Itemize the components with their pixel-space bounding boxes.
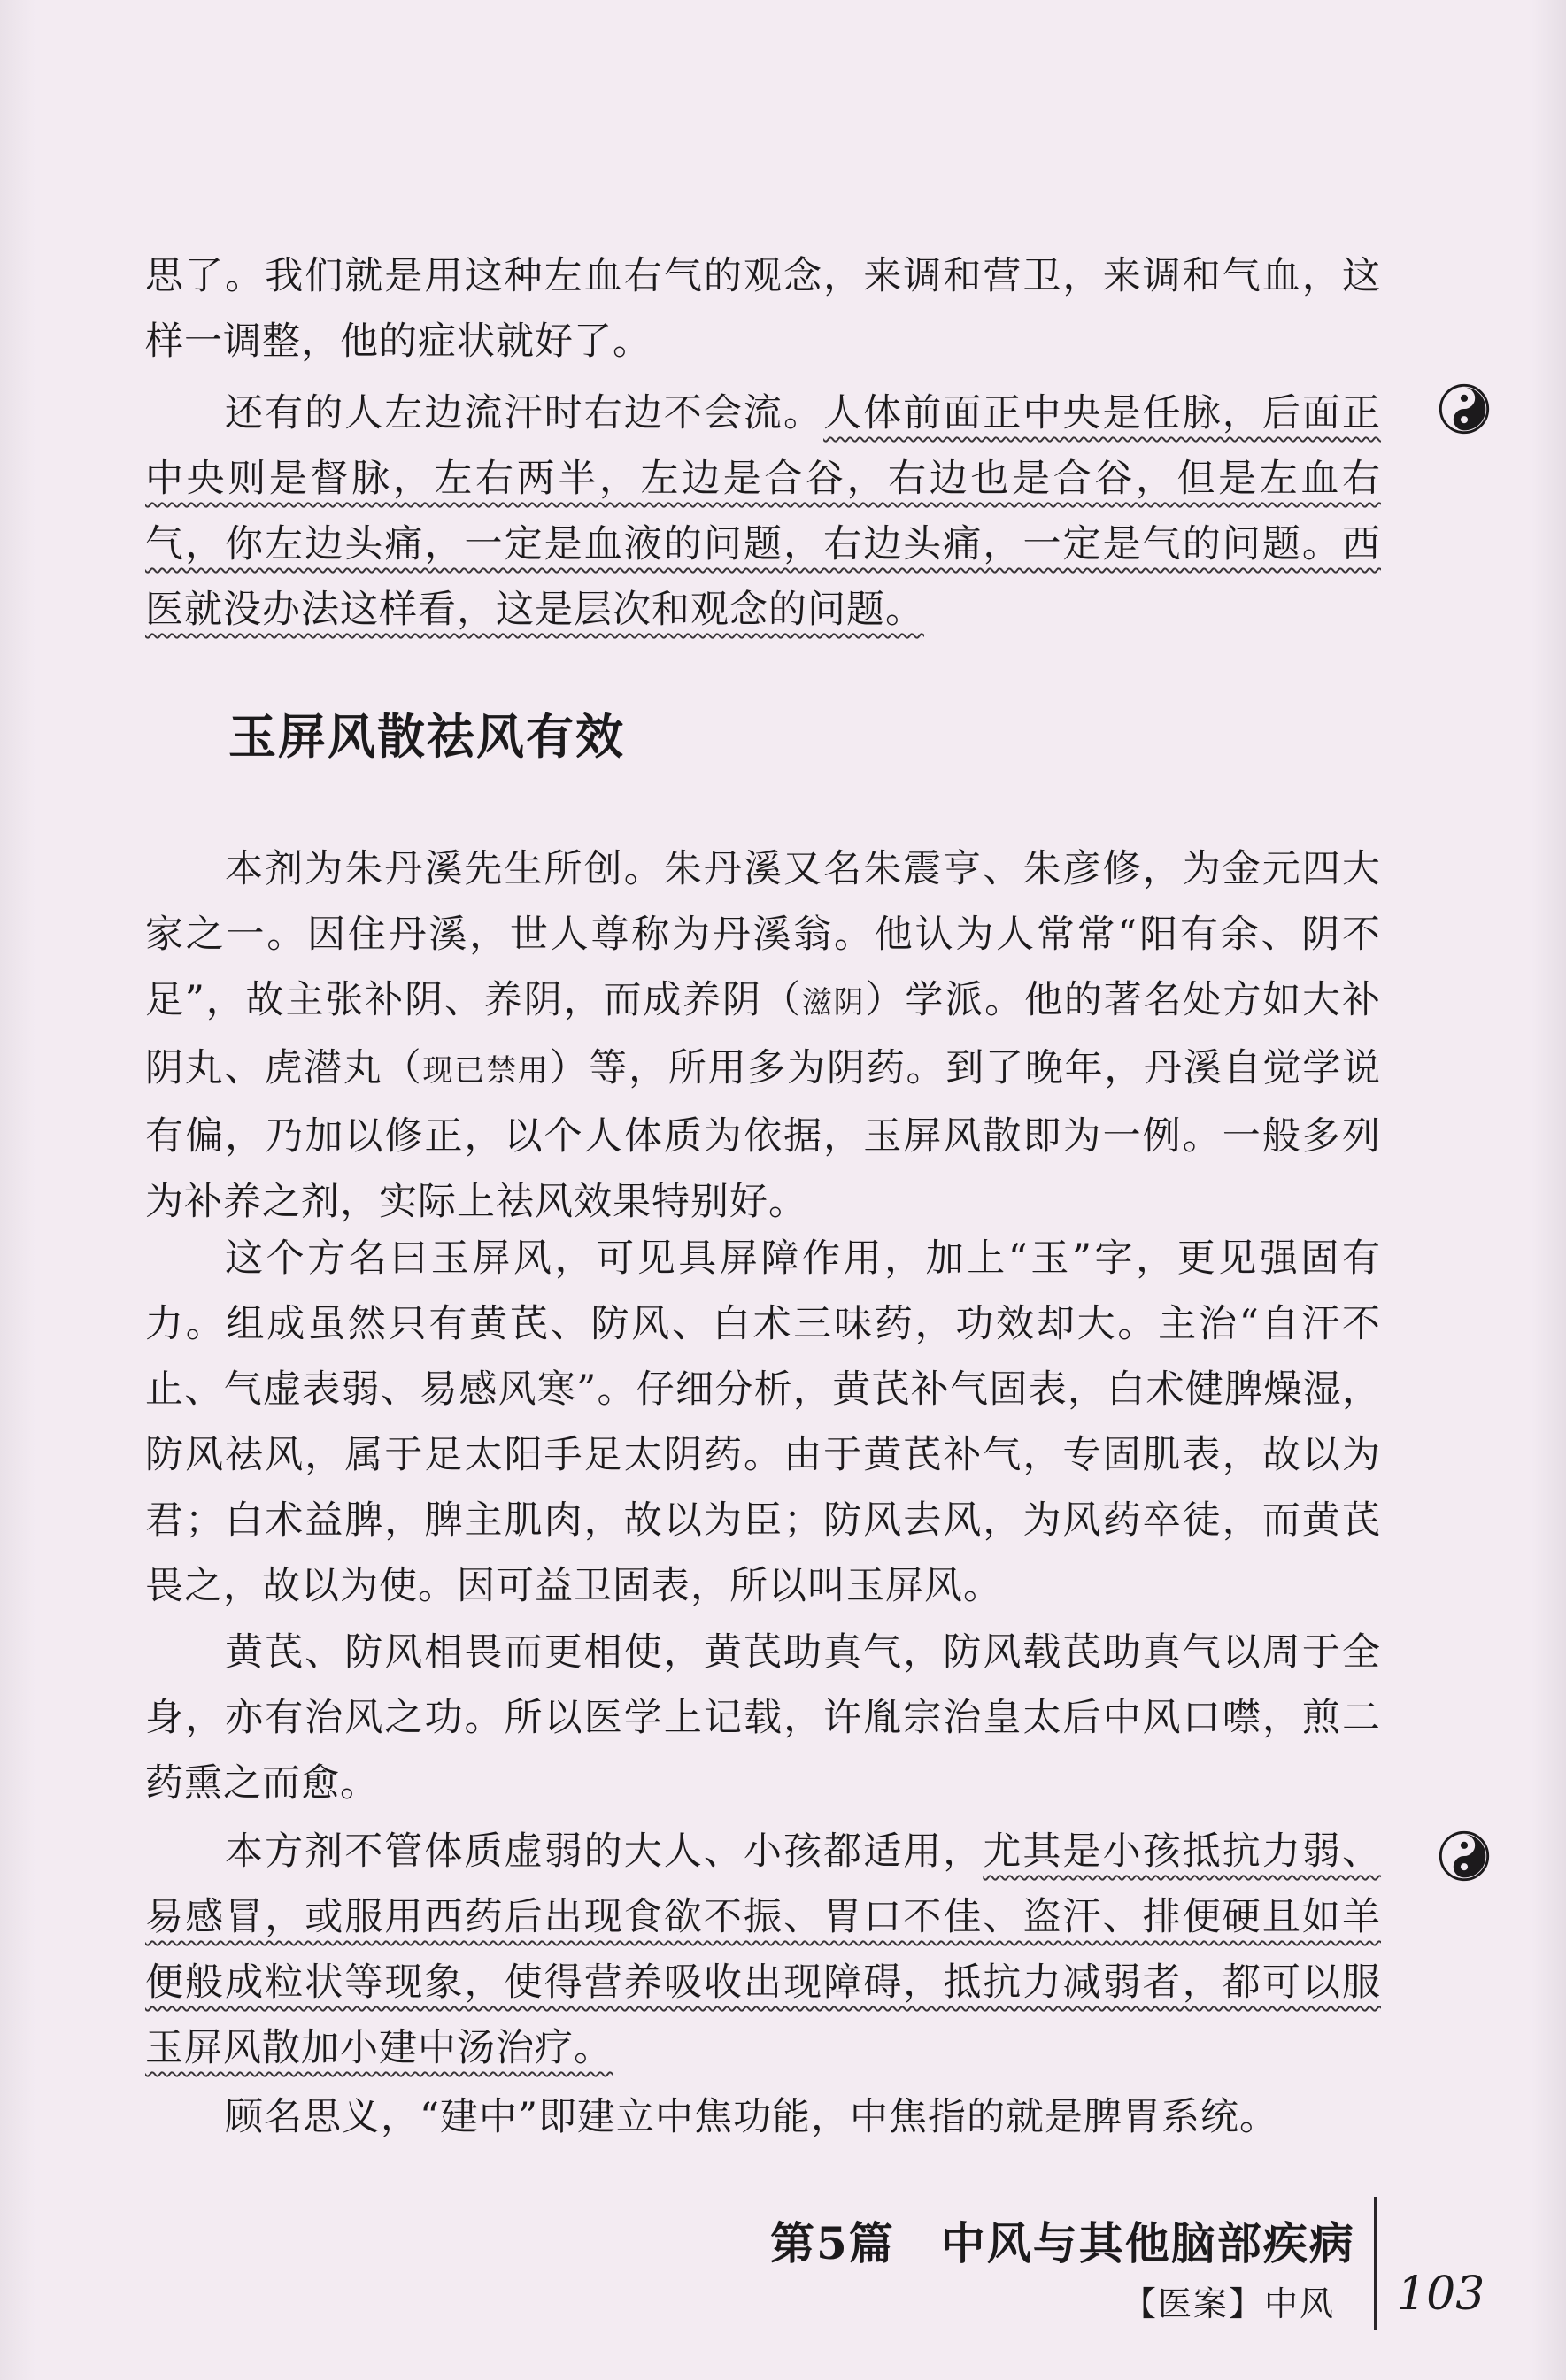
yin-yang-icon — [1439, 1830, 1490, 1882]
footer-chapter-title: 第5篇 中风与其他脑部疾病 — [770, 2217, 1355, 2269]
paragraph-2 — [145, 381, 1381, 643]
paragraph-3-note-a: 滋阴 — [801, 985, 866, 1021]
page-number: 103 — [1397, 2268, 1485, 2321]
paragraph-5-text: 黄芪、防风相畏而更相使，黄芪助真气，防风载芪助真气以周于全身，亦有治风之功。所以医学上记载，许胤宗治皇太后中风口噤，煎二药熏之而愈。 — [145, 1630, 1381, 1806]
paragraph-2-plain: 还有的人左边流汗时右边不会流。 — [225, 391, 824, 435]
paragraph-4-text: 这个方名曰玉屏风，可见具屏障作用，加上“玉”字，更见强固有力。组成虽然只有黄芪、防风、白术三味药，功效却大。主治“自汗不止、气虚表弱、易感风寒”。仔细分析，黄芪补气固表，白术健脾燥湿，防风祛风，属于足太阳手足太阴药。由于黄芪补气，专固肌表，故以为君；白术益脾，脾主肌肉，故以为臣；防风去风，为风药卒徒，而黄芪畏之，故以为使。因可益卫固表，所以叫玉屏风。 — [145, 1236, 1381, 1608]
paragraph-3-text-c: ）等，所用多为阴药。到了晚年，丹溪自觉学说有偏，乃加以修正，以个人体质为依据，玉屏风散即为一例。一般多列为补养之剂，实际上祛风效果特别好。 — [145, 1046, 1382, 1224]
paragraph-5 — [145, 1620, 1381, 1816]
paragraph-3-text-a: 本剂为朱丹溪先生所创。朱丹溪又名朱震亨、朱彦修，为金元四大家之一。因住丹溪，世人尊称为丹溪翁。他认为人常常“阳有余、阴不足”，故主张补阴、养阴，而成养阴（ — [145, 847, 1381, 1022]
paragraph-6-plain: 本方剂不管体质虚弱的大人、小孩都适用， — [225, 1829, 984, 1874]
paragraph-1-text: 思了。我们就是用这种左血右气的观念，来调和营卫，来调和气血，这样一调整，他的症状就好了。 — [145, 254, 1381, 364]
footer-divider — [1374, 2197, 1377, 2330]
paragraph-6 — [145, 1819, 1381, 2081]
paragraph-3-text-b: ）学派。他的著名处方如大补阴丸、虎潜丸（ — [145, 978, 1382, 1090]
paragraph-4 — [145, 1226, 1381, 1619]
paragraph-6-underlined: 尤其是小孩抵抗力弱、易感冒，或服用西药后出现食欲不振、胃口不佳、盗汗、排便硬且如羊便般成粒状等现象，使得营养吸收出现障碍，抵抗力减弱者，都可以服玉屏风散加小建中汤治疗。 — [145, 1829, 1382, 2070]
paragraph-7 — [145, 2084, 1381, 2150]
paragraph-3-note-b: 现已禁用 — [422, 1053, 550, 1089]
paragraph-1 — [145, 243, 1381, 374]
section-heading: 玉屏风散祛风有效 — [228, 708, 625, 765]
paragraph-2-underlined: 人体前面正中央是任脉，后面正中央则是督脉，左右两半，左边是合谷，右边也是合谷，但是左血右气，你左边头痛，一定是血液的问题，右边头痛，一定是气的问题。西医就没办法这样看，这是层次和观念的问题。 — [145, 391, 1382, 632]
paragraph-7-text: 顾名思义，“建中”即建立中焦功能，中焦指的就是脾胃系统。 — [225, 2095, 1278, 2139]
yin-yang-icon — [1439, 383, 1490, 435]
footer-section-label: 【医案】中风 — [1122, 2284, 1336, 2323]
paragraph-3 — [145, 836, 1381, 1235]
